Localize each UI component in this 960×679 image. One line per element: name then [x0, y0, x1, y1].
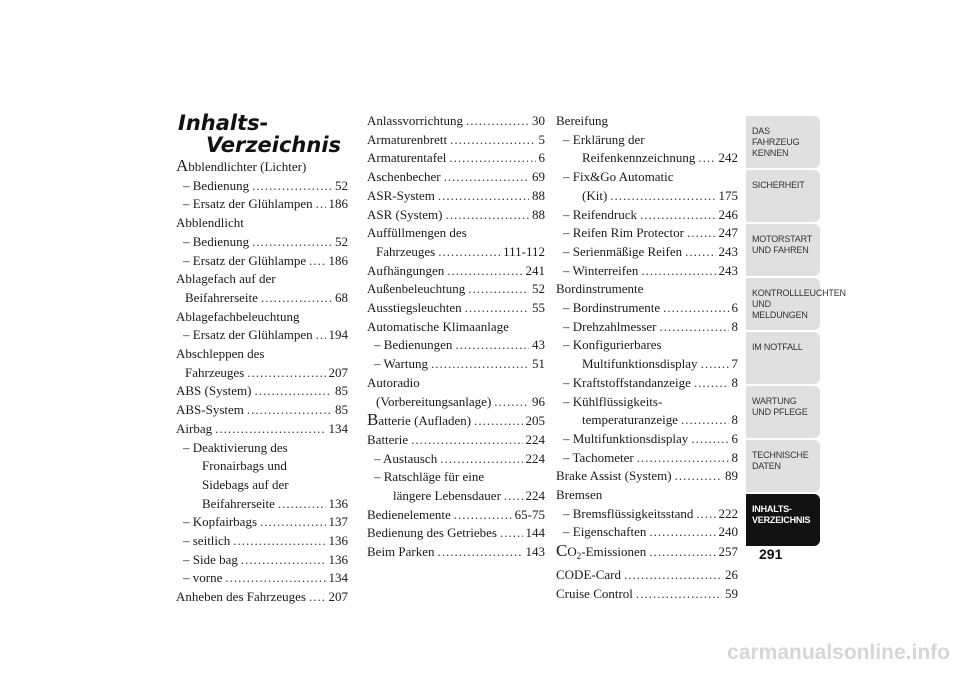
index-page-ref: 224: [525, 450, 545, 466]
index-page-ref: 136: [328, 533, 348, 549]
index-entry-text: Batterie (Aufladen): [367, 410, 472, 430]
index-page-ref: 175: [718, 187, 738, 203]
index-entry: [556, 505, 738, 524]
index-entry-text: – Kraftstoffstandanzeige: [563, 374, 691, 390]
index-entry-text: Ablagefach auf der: [176, 271, 276, 287]
chapter-tab-5[interactable]: IM NOTFALL: [746, 332, 820, 384]
index-page-ref: 65-75: [514, 506, 545, 522]
leader-dots: [252, 233, 332, 252]
index-entry-text: Bereifung: [556, 113, 608, 128]
index-entry-text: – Bremsflüssigkeitsstand: [563, 505, 694, 521]
index-entry-text: Airbag: [176, 420, 213, 436]
index-page-ref: 69: [532, 169, 545, 185]
index-entry-text: – Reifendruck: [563, 206, 638, 222]
index-entry-text: – Ersatz der Glühlampen: [183, 327, 313, 343]
index-entry-text: – Bedienungen: [374, 337, 453, 353]
index-entry-text: Anlassvorrichtung: [367, 113, 464, 128]
index-page-ref: 207: [328, 364, 348, 380]
index-entry-text: Reifenkennzeichnung: [582, 150, 696, 166]
index-page-ref: 137: [328, 514, 348, 530]
index-entry-text: Automatische Klimaanlage: [367, 318, 509, 334]
index-page-ref: 85: [335, 402, 348, 418]
index-entry-text: – Serienmäßige Reifen: [563, 243, 683, 259]
leader-dots: [225, 569, 325, 588]
leader-dots: [309, 588, 326, 607]
leader-dots: [278, 495, 326, 514]
index-entry-text: – Tachometer: [563, 449, 634, 465]
index-entry: [367, 112, 545, 131]
index-entry-text: Armaturenbrett: [367, 131, 448, 147]
leader-dots: [663, 299, 728, 318]
leader-dots: [500, 524, 523, 543]
index-entry-text: Beifahrerseite: [185, 289, 258, 305]
page-title: [178, 112, 348, 156]
index-entry: [367, 411, 545, 431]
chapter-tab-7[interactable]: TECHNISCHE DATEN: [746, 440, 820, 492]
leader-dots: [681, 411, 729, 430]
index-page-ref: 7: [731, 356, 738, 372]
index-entry-text: Ablagefachbeleuchtung: [176, 308, 300, 324]
leader-dots: [252, 177, 332, 196]
index-entry: [176, 532, 348, 551]
index-entry: [556, 280, 738, 299]
index-entry-text: Brake Assist (System): [556, 468, 672, 484]
leader-dots: [696, 505, 715, 524]
index-entry: [556, 299, 738, 318]
index-entry-text: $CO_2$-Emissionen: [556, 541, 647, 562]
index-page-ref: 241: [525, 262, 545, 278]
index-entry-text: Beifahrerseite: [202, 495, 275, 511]
index-entry: [176, 569, 348, 588]
index-entry: [556, 262, 738, 281]
index-entry: [556, 206, 738, 225]
leader-dots: [431, 355, 529, 374]
index-entry-text: – Bedienung: [183, 177, 250, 193]
index-entry-text: – Kühlflüssigkeits-: [563, 393, 663, 409]
index-page-ref: 8: [731, 318, 738, 334]
index-entry-text: Bordinstrumente: [556, 281, 644, 297]
index-entry: [176, 420, 348, 439]
chapter-tab-6[interactable]: WARTUNG UND PFLEGE: [746, 386, 820, 438]
index-page-ref: 224: [525, 488, 545, 504]
index-entry: [367, 374, 545, 411]
index-page-ref: 111-112: [503, 243, 545, 259]
chapter-tabs: [746, 116, 846, 548]
leader-dots: [438, 243, 500, 262]
leader-dots: [449, 149, 535, 168]
index-page-ref: 6: [731, 300, 738, 316]
index-page-ref: 243: [718, 243, 738, 259]
index-entry-text: CODE-Card: [556, 566, 621, 582]
index-page-ref: 246: [718, 206, 738, 222]
index-entry-text: Batterie: [367, 431, 409, 447]
index-entry: [556, 131, 738, 168]
leader-dots: [474, 412, 522, 431]
index-page-ref: 224: [525, 431, 545, 447]
leader-dots: [444, 168, 529, 187]
index-entry: [556, 393, 738, 430]
leader-dots: [455, 336, 529, 355]
leader-dots: [411, 431, 522, 450]
index-entry-text: Cruise Control: [556, 585, 633, 601]
chapter-tab-1[interactable]: DAS FAHRZEUG KENNEN: [746, 116, 820, 168]
leader-dots: [247, 364, 325, 383]
index-entry-text: – Reifen Rim Protector: [563, 225, 684, 241]
index-page-ref: 242: [718, 150, 738, 166]
index-page-ref: 8: [731, 412, 738, 428]
index-entry-text: Fahrzeuges: [185, 364, 245, 380]
index-entry-text: – Ratschläge für eine: [374, 469, 485, 485]
index-page-ref: 8: [731, 374, 738, 390]
index-entry: [176, 157, 348, 177]
leader-dots: [494, 393, 529, 412]
index-page-ref: 134: [328, 420, 348, 436]
index-entry: [556, 224, 738, 243]
leader-dots: [309, 252, 325, 271]
index-page-ref: 8: [731, 449, 738, 465]
index-entry-text: – Deaktivierung des: [183, 439, 288, 455]
index-entry: [367, 468, 545, 505]
leader-dots: [261, 289, 332, 308]
index-entry-text: – Winterreifen: [563, 262, 639, 278]
index-page-ref: 207: [328, 589, 348, 605]
leader-dots: [649, 523, 715, 542]
leader-dots: [637, 449, 729, 468]
index-entry-text: – Konfigurierbares: [563, 337, 662, 353]
index-entry-text: Ausstiegsleuchten: [367, 300, 462, 316]
index-entry-text: Autoradio: [367, 374, 420, 390]
index-entry-text: (Kit): [582, 187, 608, 203]
index-entry-text: Bedienelemente: [367, 506, 451, 522]
index-page-ref: 136: [328, 495, 348, 511]
index-entry: [556, 542, 738, 566]
index-entry: [176, 382, 348, 401]
index-page-ref: 143: [525, 544, 545, 560]
leader-dots: [440, 450, 522, 469]
index-entry-text: Armaturentafel: [367, 150, 447, 166]
index-page-ref: 52: [335, 177, 348, 193]
index-entry-text: – Multifunktionsdisplay: [563, 430, 689, 446]
index-column-1: [176, 157, 348, 607]
chapter-tab-2[interactable]: SICHERHEIT: [746, 170, 820, 222]
leader-dots: [247, 401, 332, 420]
index-entry-text: – Drehzahlmesser: [563, 318, 657, 334]
index-entry-text: – Bedienung: [183, 233, 250, 249]
leader-dots: [649, 543, 715, 562]
index-entry-text: Abblendlichter (Lichter): [176, 156, 307, 175]
index-entry: [367, 262, 545, 281]
index-page-ref: 194: [328, 327, 348, 343]
leader-dots: [636, 585, 722, 604]
leader-dots: [687, 224, 716, 243]
chapter-tab-4[interactable]: KONTROLLLEUCHTEN UND MELDUNGEN: [746, 278, 820, 330]
index-entry: [556, 585, 738, 604]
leader-dots: [454, 506, 512, 525]
leader-dots: [610, 187, 715, 206]
index-page-ref: 26: [725, 566, 738, 582]
index-entry: [176, 233, 348, 252]
index-entry-text: Beim Parken: [367, 544, 435, 560]
index-entry-text: Anheben des Fahrzeuges: [176, 589, 306, 605]
index-page-ref: 88: [532, 206, 545, 222]
index-page-ref: 85: [335, 383, 348, 399]
index-entry-text: – Ersatz der Glühlampe: [183, 252, 307, 268]
index-entry: [176, 401, 348, 420]
index-page-ref: 6: [731, 430, 738, 446]
index-entry-text: – Fix&Go Automatic: [563, 169, 674, 185]
leader-dots: [691, 430, 728, 449]
index-entry: [176, 177, 348, 196]
index-entry-text: Sidebags auf der: [202, 476, 289, 492]
index-page-ref: 51: [532, 356, 545, 372]
index-entry-text: längere Lebensdauer: [393, 488, 501, 504]
index-entry-text: Auffüllmengen des: [367, 225, 467, 241]
index-entry: [367, 280, 545, 299]
index-entry-text: – Bordinstrumente: [563, 300, 661, 316]
index-entry: [367, 187, 545, 206]
leader-dots: [468, 280, 529, 299]
index-entry: [176, 195, 348, 214]
index-entry: [556, 430, 738, 449]
index-entry-text: – Eigenschaften: [563, 524, 647, 540]
index-entry: [176, 270, 348, 307]
leader-dots: [685, 243, 715, 262]
index-entry-text: ABS (System): [176, 383, 252, 399]
index-entry-text: Bedienung des Getriebes: [367, 525, 497, 541]
index-entry: [556, 467, 738, 486]
index-entry: [176, 551, 348, 570]
leader-dots: [254, 382, 332, 401]
index-page-ref: 247: [718, 225, 738, 241]
index-entry-text: – Side bag: [183, 551, 238, 567]
index-entry-text: Abschleppen des: [176, 346, 265, 362]
index-entry-text: ABS-System: [176, 402, 244, 418]
index-entry-text: Bremsen: [556, 487, 603, 503]
index-page-ref: 30: [532, 113, 545, 128]
index-entry: [367, 450, 545, 469]
index-entry-text: – Kopfairbags: [183, 514, 258, 530]
leader-dots: [675, 467, 722, 486]
index-page-ref: 240: [718, 524, 738, 540]
index-entry: [367, 131, 545, 150]
index-entry: [176, 252, 348, 271]
chapter-tab-8[interactable]: INHALTS-VERZEICHNIS: [746, 494, 820, 546]
index-entry-text: – Wartung: [374, 356, 428, 372]
leader-dots: [504, 487, 523, 506]
index-entry: [556, 336, 738, 373]
index-entry: [367, 431, 545, 450]
index-page-ref: 52: [335, 233, 348, 249]
index-entry-text: – Erklärung der: [563, 131, 645, 147]
index-entry-text: Außenbeleuchtung: [367, 281, 466, 297]
leader-dots: [215, 420, 325, 439]
index-entry: [176, 214, 348, 233]
index-page-ref: 222: [718, 505, 738, 521]
index-entry-text: Aschenbecher: [367, 169, 441, 185]
index-entry: [367, 206, 545, 225]
index-entry: [556, 374, 738, 393]
index-column-3: [556, 112, 738, 603]
index-page-ref: 59: [725, 585, 738, 601]
index-entry: [556, 486, 738, 505]
index-page-ref: 5: [538, 131, 545, 147]
index-entry-text: Aufhängungen: [367, 262, 445, 278]
leader-dots: [641, 262, 715, 281]
leader-dots: [447, 262, 522, 281]
leader-dots: [450, 131, 535, 150]
leader-dots: [624, 566, 722, 585]
index-entry: [367, 224, 545, 261]
leader-dots: [438, 187, 529, 206]
index-entry: [367, 506, 545, 525]
index-page-ref: 186: [328, 252, 348, 268]
leader-dots: [466, 112, 529, 131]
index-entry: [367, 168, 545, 187]
index-entry-text: – vorne: [183, 570, 223, 586]
index-entry: [367, 355, 545, 374]
chapter-tab-3[interactable]: MOTORSTART UND FAHREN: [746, 224, 820, 276]
index-entry: [367, 336, 545, 355]
index-entry-text: – Austausch: [374, 450, 438, 466]
index-entry: [556, 566, 738, 585]
index-page-ref: 68: [335, 289, 348, 305]
leader-dots: [694, 374, 729, 393]
index-entry: [367, 543, 545, 562]
index-page-ref: 257: [718, 544, 738, 560]
title-line-1: Inhalts-: [178, 111, 269, 135]
leader-dots: [233, 532, 325, 551]
index-page-ref: 243: [718, 262, 738, 278]
index-page-ref: 55: [532, 300, 545, 316]
leader-dots: [640, 206, 715, 225]
leader-dots: [701, 355, 729, 374]
index-entry: [176, 513, 348, 532]
index-page-ref: 88: [532, 187, 545, 203]
index-entry-text: – Ersatz der Glühlampen: [183, 196, 313, 212]
index-page-ref: 144: [525, 525, 545, 541]
page-number: 291: [759, 546, 783, 562]
leader-dots: [465, 299, 529, 318]
watermark: carmanualsonline.info: [727, 641, 950, 664]
index-page-ref: 205: [525, 413, 545, 429]
index-page-ref: 43: [532, 337, 545, 353]
index-entry-text: (Vorbereitungsanlage): [376, 393, 492, 409]
index-entry-text: Fronairbags und: [202, 458, 287, 474]
index-entry: [176, 439, 348, 514]
index-column-2: [367, 112, 545, 562]
index-entry: [176, 345, 348, 382]
index-entry: [176, 326, 348, 345]
index-entry-text: temperaturanzeige: [582, 412, 678, 428]
index-page-ref: 136: [328, 551, 348, 567]
index-entry: [556, 112, 738, 131]
leader-dots: [241, 551, 326, 570]
index-entry: [556, 168, 738, 205]
index-entry: [367, 524, 545, 543]
index-page-ref: 6: [538, 150, 545, 166]
index-page-ref: 186: [328, 196, 348, 212]
title-line-2: Verzeichnis: [206, 133, 342, 157]
index-page-ref: 89: [725, 468, 738, 484]
index-entry-text: ASR (System): [367, 206, 443, 222]
index-entry-text: Abblendlicht: [176, 215, 244, 231]
leader-dots: [316, 326, 326, 345]
index-entry-text: – seitlich: [183, 533, 231, 549]
index-entry: [176, 588, 348, 607]
index-entry: [176, 308, 348, 327]
index-page-ref: 96: [532, 393, 545, 409]
leader-dots: [698, 149, 715, 168]
index-entry: [556, 523, 738, 542]
index-entry: [556, 318, 738, 337]
index-page-ref: 52: [532, 281, 545, 297]
leader-dots: [445, 206, 529, 225]
leader-dots: [316, 195, 326, 214]
leader-dots: [438, 543, 523, 562]
index-entry-text: ASR-System: [367, 187, 435, 203]
index-entry: [367, 299, 545, 318]
index-entry: [367, 318, 545, 337]
index-page-ref: 134: [328, 570, 348, 586]
index-entry-text: Fahrzeuges: [376, 243, 436, 259]
leader-dots: [660, 318, 729, 337]
index-entry: [367, 149, 545, 168]
index-entry: [556, 243, 738, 262]
leader-dots: [260, 513, 325, 532]
index-entry: [556, 449, 738, 468]
index-entry-text: Multifunktionsdisplay: [582, 356, 698, 372]
